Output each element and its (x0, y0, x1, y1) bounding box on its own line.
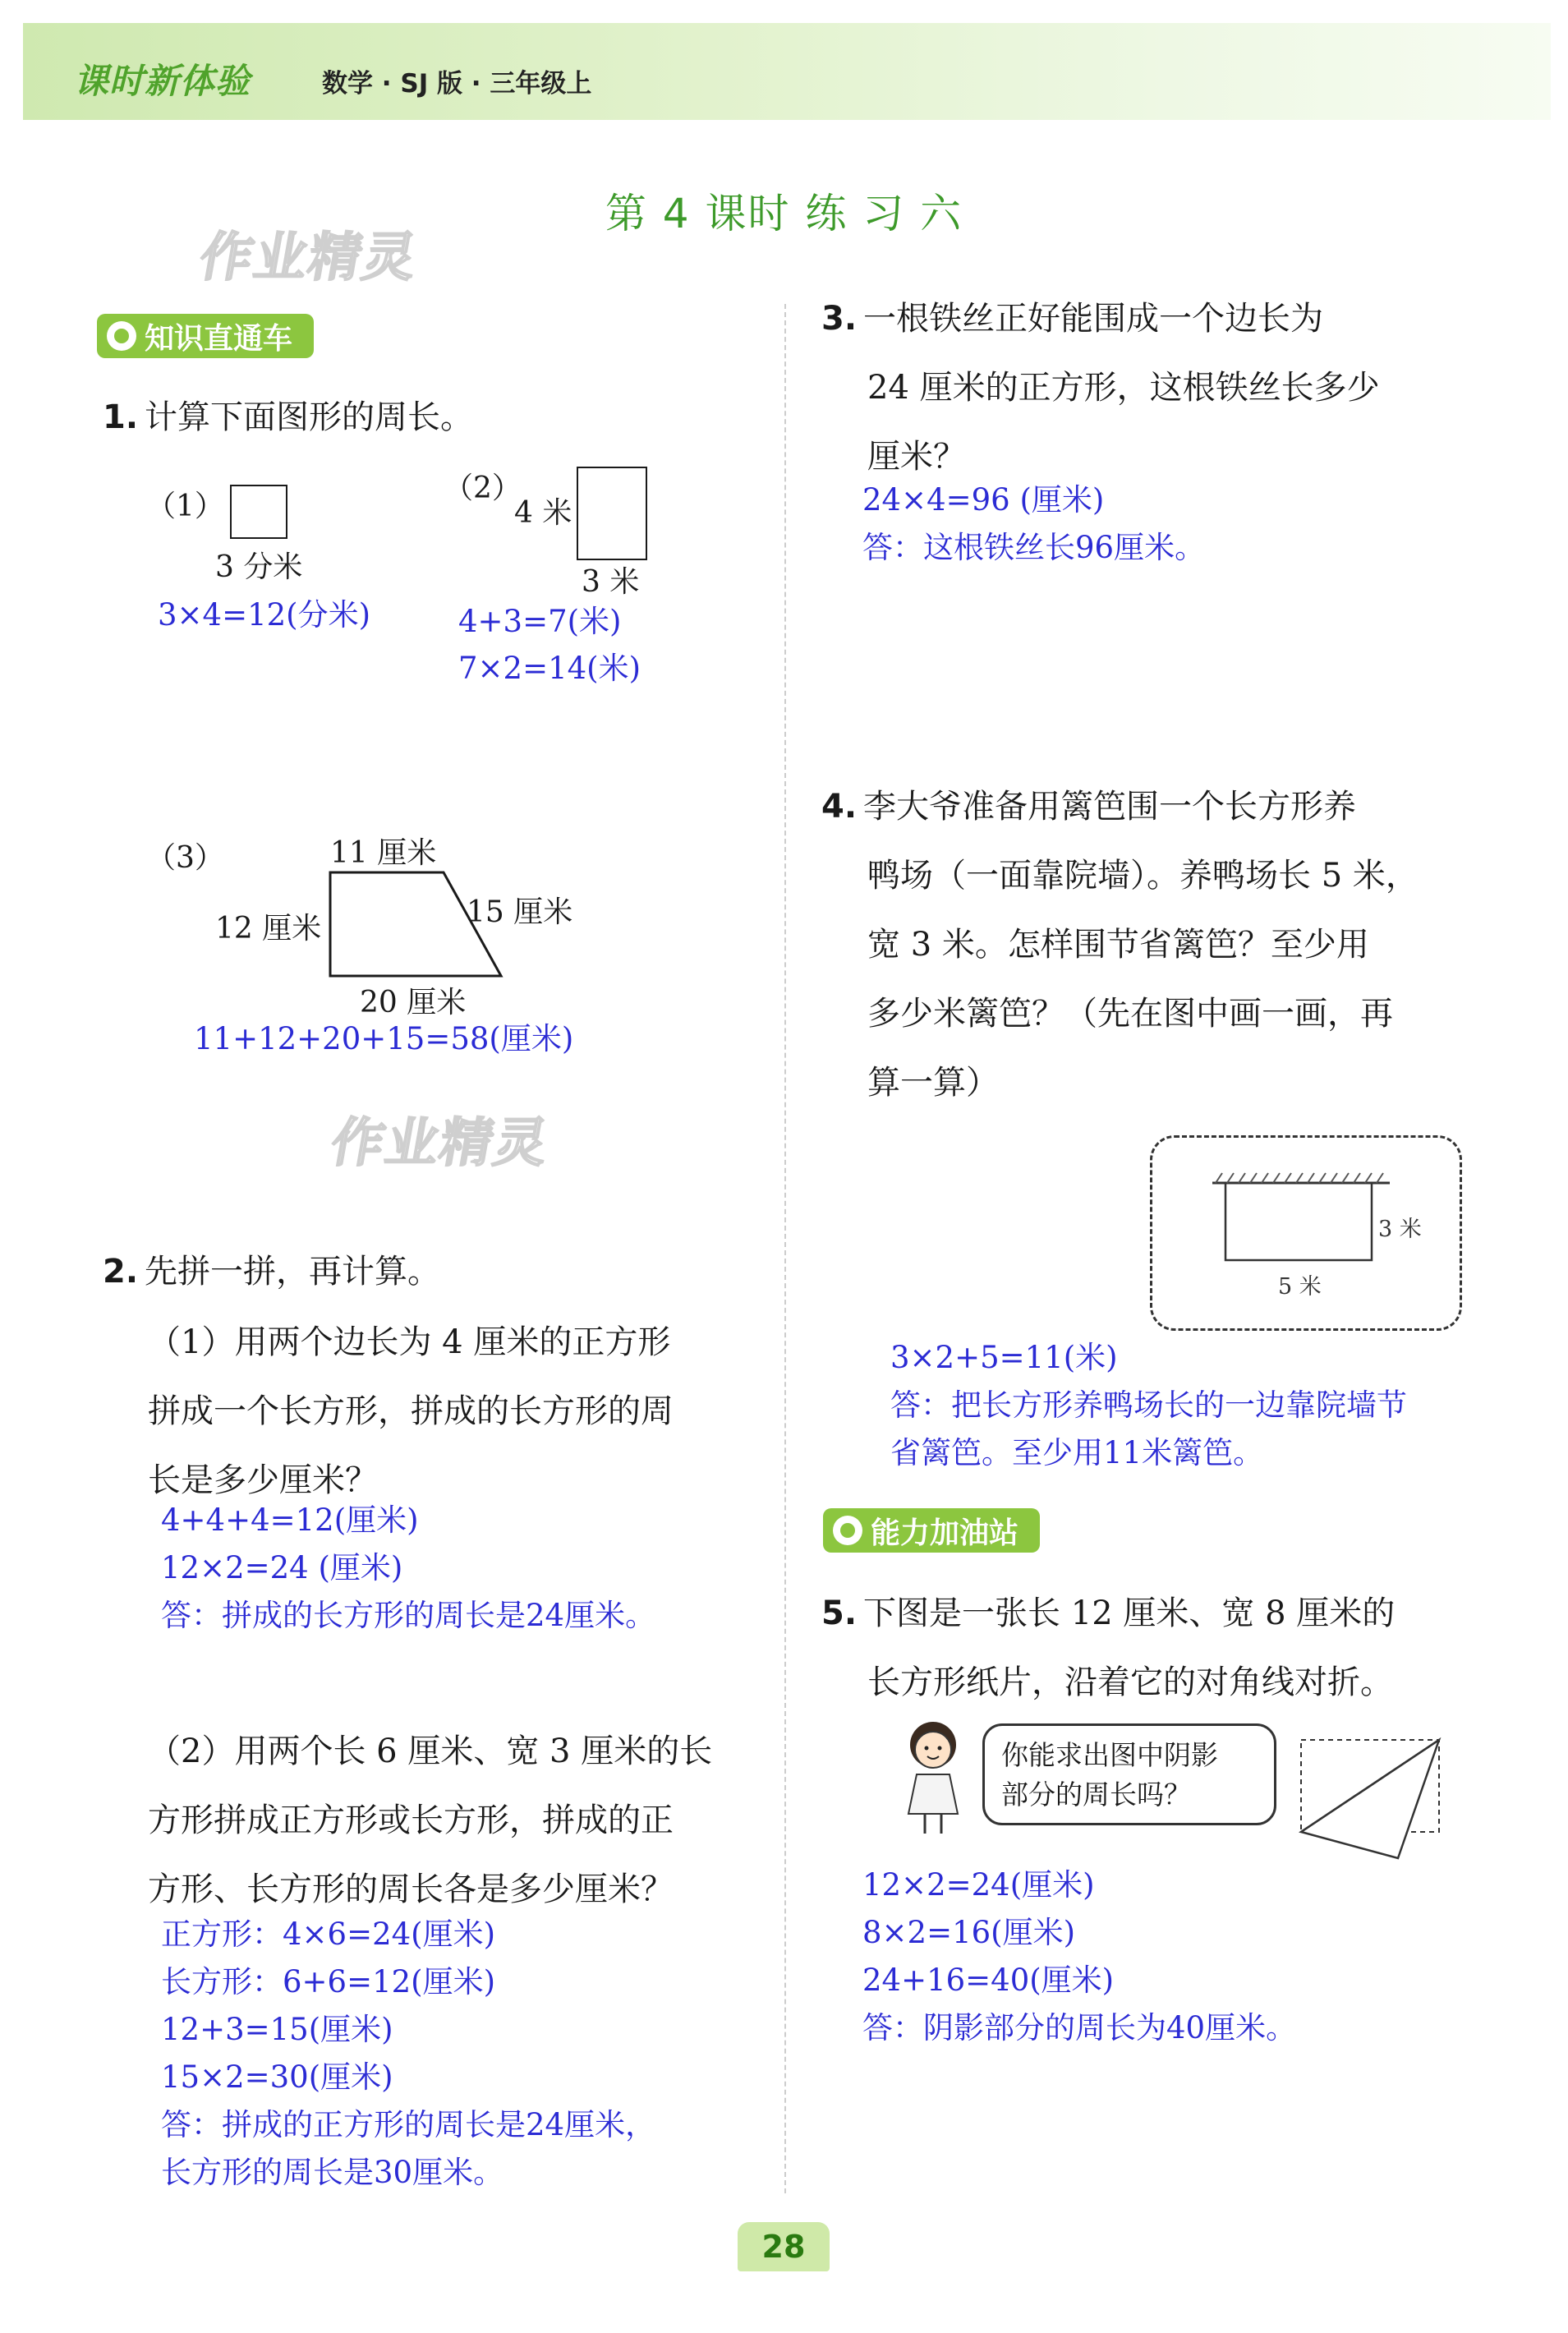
question-number: 3. (821, 300, 858, 338)
answer-block (862, 476, 1205, 572)
answer-line: 长方形的周长是30厘米。 (161, 2155, 504, 2190)
dimension-label: 3 米 (582, 565, 640, 599)
answer-block (161, 1497, 655, 1640)
question-line: （1）用两个边长为 4 厘米的正方形 (148, 1323, 671, 1361)
question-line: 方形、长方形的周长各是多少厘米？ (148, 1871, 674, 1908)
badge-icon (107, 321, 136, 351)
answer-line: 长方形：6+6=12(厘米) (161, 1964, 496, 1999)
answer-block (890, 1334, 1407, 1477)
dimension-label: 11 厘米 (330, 836, 437, 870)
question-3 (821, 284, 1380, 491)
question-2-part-1 (148, 1308, 674, 1515)
question-line: 24 厘米的正方形，这根铁丝长多少 (867, 369, 1380, 407)
question-5 (821, 1579, 1395, 1717)
answer-line: 15×2=30(厘米) (161, 2059, 393, 2095)
section-tag-advanced (823, 1508, 1040, 1553)
brand-logo: 课时新体验 (74, 61, 251, 101)
answer-line: 4+4+4=12(厘米) (161, 1502, 419, 1538)
question-line: 宽 3 米。怎样围节省篱笆？至少用 (867, 926, 1369, 964)
page-title: 第 4 课时 练 习 六 (605, 190, 963, 237)
girl-icon (892, 1717, 974, 1840)
square-figure (230, 485, 287, 539)
question-number: 4. (821, 788, 858, 826)
question-line: 厘米？ (867, 438, 966, 476)
dimension-label: 4 米 (514, 496, 572, 530)
question-line: （2）用两个长 6 厘米、宽 3 厘米的长 (148, 1732, 713, 1770)
bubble-line: 部分的周长吗？ (1001, 1779, 1191, 1811)
answer-line: 3×4=12(分米) (158, 597, 371, 633)
answer-line: 答：拼成的长方形的周长是24厘米。 (161, 1598, 656, 1633)
answer-line: 7×2=14(米) (458, 651, 641, 686)
bubble-line: 你能求出图中阴影 (1001, 1739, 1218, 1771)
question-number: 1. (103, 398, 139, 436)
question-line: 一根铁丝正好能围成一个边长为 (863, 300, 1324, 338)
answer-line: 12+3=15(厘米) (161, 2012, 393, 2047)
dimension-label: 3 分米 (215, 550, 303, 584)
question-2-part-2 (148, 1717, 712, 1924)
part-label: （3） (146, 841, 224, 875)
question-line: 长是多少厘米？ (148, 1461, 378, 1499)
book-subtitle: 数学 · SJ 版 · 三年级上 (322, 69, 592, 99)
question-number: 5. (821, 1594, 858, 1632)
question-line: 多少米篱笆？（先在图中画一画，再 (867, 995, 1393, 1033)
answer-line: 11+12+20+15=58(厘米) (194, 1021, 574, 1056)
answer-line: 24+16=40(厘米) (862, 1963, 1115, 1998)
question-line: 下图是一张长 12 厘米、宽 8 厘米的 (863, 1594, 1396, 1632)
dimension-label: 3 米 (1378, 1217, 1422, 1242)
question-line: 长方形纸片，沿着它的对角线对折。 (867, 1663, 1393, 1701)
section-tag-basic (97, 314, 314, 358)
question-line: 方形拼成正方形或长方形，拼成的正 (148, 1802, 674, 1839)
question-text: 先拼一拼，再计算。 (145, 1253, 441, 1291)
question-number: 2. (103, 1253, 139, 1291)
section-tag-label: 知识直通车 (145, 321, 293, 356)
question-line: 鸭场（一面靠院墙）。养鸭场长 5 米， (867, 857, 1419, 895)
part-label: （1） (146, 490, 224, 523)
section-tag-label: 能力加油站 (871, 1516, 1019, 1550)
part-label: （2） (444, 472, 522, 505)
answer-line: 答：阴影部分的周长为40厘米。 (862, 2010, 1297, 2045)
question-line: 李大爷准备用篱笆围一个长方形养 (863, 788, 1357, 826)
watermark: 作业精灵 (195, 228, 423, 288)
question-4 (821, 772, 1419, 1117)
dimension-label: 12 厘米 (215, 912, 322, 946)
answer-line: 省篱笆。至少用11米篱笆。 (890, 1435, 1264, 1470)
answer-line: 12×2=24 (厘米) (161, 1550, 403, 1585)
column-divider (784, 304, 786, 2193)
header-banner (23, 23, 1551, 120)
answer-line: 8×2=16(厘米) (862, 1915, 1076, 1950)
folded-paper-figure (1298, 1733, 1446, 1865)
answer-block (862, 1861, 1296, 2052)
answer-line: 答：拼成的正方形的周长是24厘米， (161, 2107, 656, 2142)
watermark: 作业精灵 (326, 1113, 554, 1174)
badge-icon (833, 1516, 862, 1545)
rectangle-figure (577, 467, 647, 560)
answer-line: 3×2+5=11(米) (890, 1340, 1118, 1375)
answer-line: 12×2=24(厘米) (862, 1867, 1095, 1903)
question-line: 算一算） (867, 1064, 999, 1102)
answer-line: 正方形：4×6=24(厘米) (161, 1917, 496, 1952)
answer-line: 4+3=7(米) (458, 604, 622, 639)
question-2 (103, 1237, 440, 1306)
page-number: 28 (738, 2222, 830, 2271)
answer-line: 答：这根铁丝长96厘米。 (862, 530, 1206, 565)
speech-bubble (982, 1723, 1276, 1825)
yard-figure (1207, 1166, 1405, 1273)
question-text: 计算下面图形的周长。 (145, 398, 474, 436)
answer-line: 24×4=96 (厘米) (862, 482, 1105, 518)
dimension-label: 20 厘米 (360, 986, 467, 1019)
answer-block (161, 1911, 655, 2197)
dimension-label: 5 米 (1278, 1274, 1322, 1300)
question-1 (103, 383, 473, 452)
answer-line: 答：把长方形养鸭场长的一边靠院墙节 (890, 1387, 1407, 1423)
question-line: 拼成一个长方形，拼成的长方形的周 (148, 1392, 674, 1430)
dimension-label: 15 厘米 (467, 895, 573, 929)
